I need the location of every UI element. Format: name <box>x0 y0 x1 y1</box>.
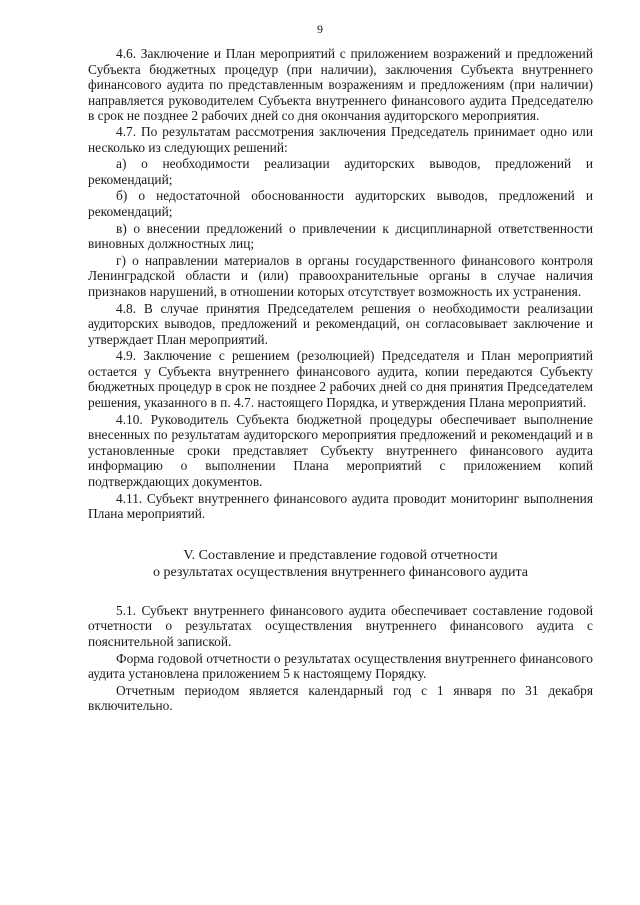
paragraph-4-7-a: а) о необходимости реализации аудиторских выводов, предложений и рекомендаций; <box>88 156 593 187</box>
paragraph-4-7-b: б) о недостаточной обоснованности аудиторских выводов, предложений и рекомендаций; <box>88 188 593 219</box>
paragraph-4-9: 4.9. Заключение с решением (резолюцией) Председателя и План мероприятий остается у Субъекта внутреннего финансового аудита, копии передаются Субъекту бюджетных процедур в срок не позднее 2 рабочих дней со дня принятия Председателем решения, указанного в п. 4.7. настоящего Порядка, и утверждения Плана мероприятий. <box>88 348 593 411</box>
paragraph-report-period: Отчетным периодом является календарный год с 1 января по 31 декабря включительно. <box>88 682 593 714</box>
page-number: 9 <box>317 22 323 36</box>
paragraph-report-form: Форма годовой отчетности о результатах осуществления внутреннего финансового аудита установлена приложением 5 к настоящему Порядку. <box>88 650 593 682</box>
paragraph-4-7: 4.7. По результатам рассмотрения заключения Председатель принимает одно или несколько из следующих решений: <box>88 123 593 155</box>
paragraph-4-10: 4.10. Руководитель Субъекта бюджетной процедуры обеспечивает выполнение внесенных по результатам аудиторского мероприятия предложений и рекомендаций и в установленные сроки представляет Субъекту внутреннего финансового аудита информацию о выполнении Плана мероприятий с приложением копий подтверждающих документов. <box>88 411 593 490</box>
section-spacer <box>88 522 593 547</box>
section-heading <box>88 547 593 581</box>
paragraph-4-7-c: в) о внесении предложений о привлечении к дисциплинарной ответственности виновных должностных лиц; <box>88 220 593 252</box>
paragraph-4-6: 4.6. Заключение и План мероприятий с приложением возражений и предложений Субъекта бюджетных процедур (при наличии), заключения Субъекта внутреннего финансового аудита по представленным возражениям и предложениям (при наличии) направляется руководителем Субъекта внутреннего финансового аудита Председателю в срок не позднее 2 рабочих дней со дня окончания аудиторского мероприятия. <box>88 46 593 124</box>
section-heading-line-2: о результатах осуществления внутреннего финансового аудита <box>153 564 528 580</box>
paragraph-5-1: 5.1. Субъект внутреннего финансового аудита обеспечивает составление годовой отчетности о результатах осуществления внутреннего финансового аудита с пояснительной запиской. <box>88 602 593 649</box>
paragraph-4-8: 4.8. В случае принятия Председателем решения о необходимости реализации аудиторских выводов, предложений и рекомендаций, он согласовывает заключение и утверждает План мероприятий. <box>88 300 593 347</box>
section-heading-line-1: V. Составление и представление годовой отчетности <box>183 547 498 563</box>
paragraph-4-11: 4.11. Субъект внутреннего финансового аудита проводит мониторинг выполнения Плана мероприятий. <box>88 490 593 522</box>
section-spacer <box>88 581 593 603</box>
paragraph-4-7-d: г) о направлении материалов в органы государственного финансового контроля Ленинградской области и (или) правоохранительные органы в случае наличия признаков нарушений, в отношении которых отсутствует возможность их устранения. <box>88 252 593 299</box>
document-body <box>88 46 593 714</box>
